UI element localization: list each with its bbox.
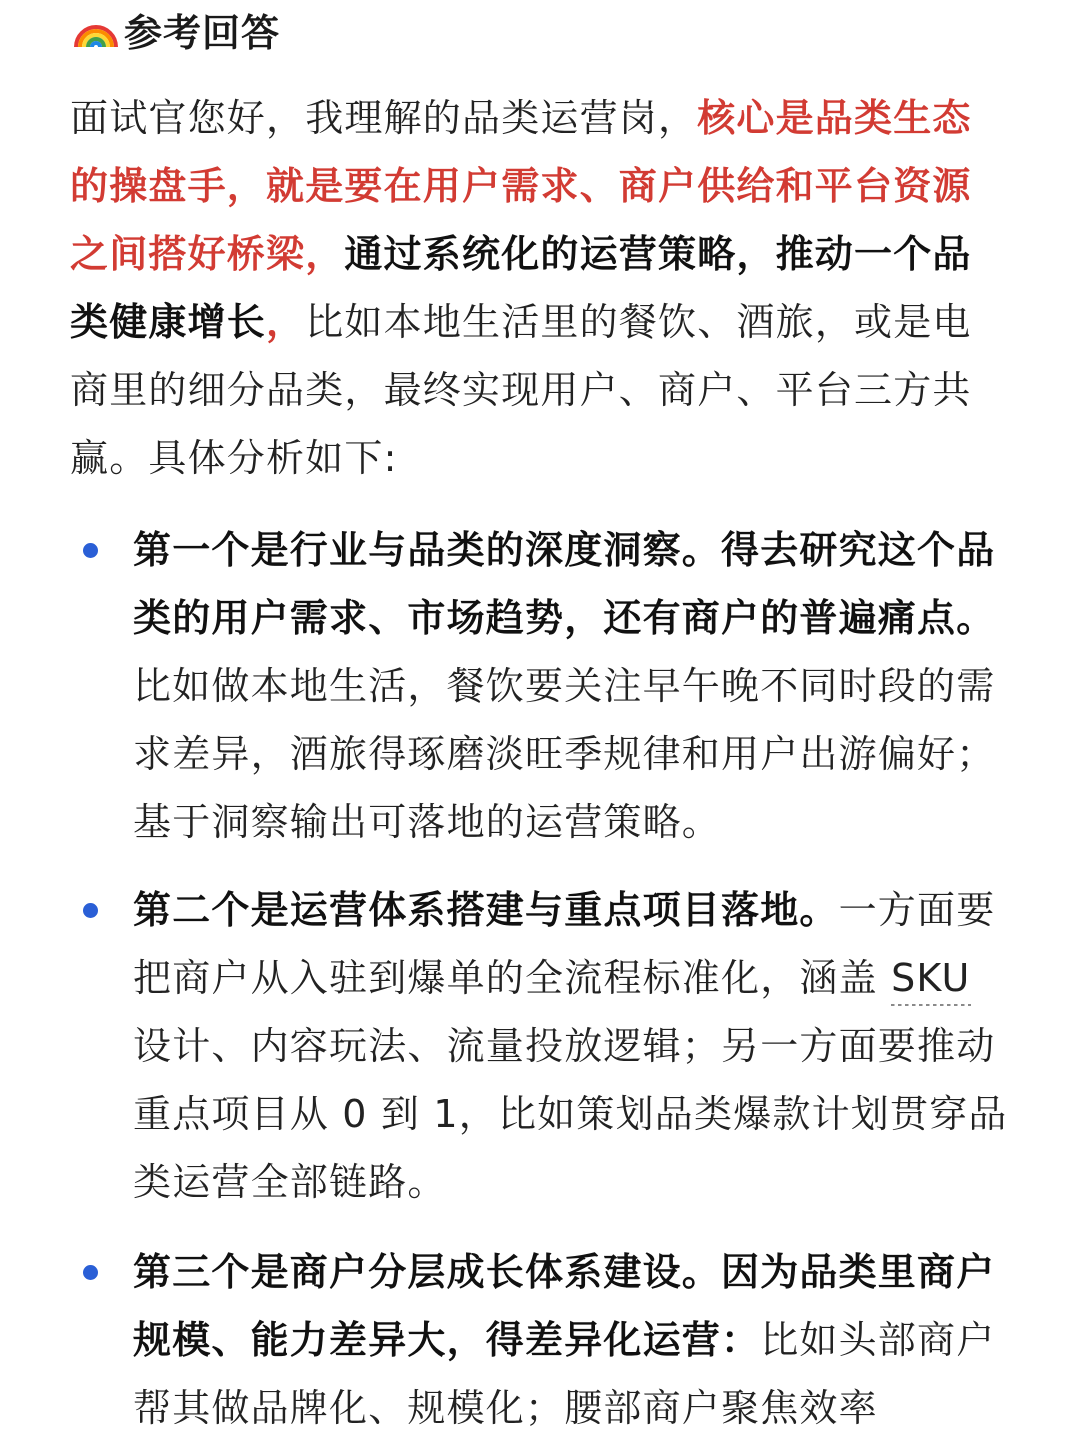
bullet-dot-icon [83, 1265, 98, 1280]
bullet-heading: 第三个是商户分层成长体系建设。因为品类里商户规模、能力差异大，得差异化运营： [133, 1250, 996, 1362]
section-heading [72, 4, 280, 54]
intro-comma: ， [266, 300, 306, 344]
bullet-text-continued: 设计、内容玩法、流量投放逻辑；另一方面要推动重点项目从 0 到 1，比如策划品类爆款计划贯穿品类运营全部链路。 [133, 1024, 1008, 1204]
term-link-sku[interactable]: SKU [891, 956, 970, 1006]
bullet-dot-icon [83, 543, 98, 558]
intro-highlight-red: 核心是品类生态的操盘手，就是要在用户需求、商户供给和平台资源之间搭好桥梁， [70, 96, 972, 276]
intro-highlight-bold: 通过系统化的运营策略，推动一个品类健康增长 [70, 232, 972, 344]
bullet-dot-icon [83, 903, 98, 918]
bullet-text: 比如做本地生活，餐饮要关注早午晚不同时段的需求差异，酒旅得琢磨淡旺季规律和用户出游偏好；基于洞察输出可落地的运营策略。 [133, 664, 996, 844]
heading-title: 参考回答 [124, 10, 281, 55]
bullet-text: 比如头部商户帮其做品牌化、规模化；腰部商户聚焦效率 [133, 1318, 996, 1430]
bullet-heading: 第一个是行业与品类的深度洞察。得去研究这个品类的用户需求、市场趋势，还有商户的普遍痛点。 [133, 528, 996, 640]
intro-paragraph [70, 84, 1010, 492]
bullet-heading: 第二个是运营体系搭建与重点项目落地。 [133, 888, 839, 932]
list-item [133, 876, 1013, 1216]
intro-text-continued: 比如本地生活里的餐饮、酒旅，或是电商里的细分品类，最终实现用户、商户、平台三方共赢。具体分析如下: [70, 300, 972, 480]
list-item [133, 516, 1013, 856]
intro-text: 面试官您好，我理解的品类运营岗， [70, 96, 698, 140]
bullet-text: 一方面要把商户从入驻到爆单的全流程标准化，涵盖 [133, 888, 996, 1000]
rainbow-icon [72, 9, 120, 49]
list-item [133, 1238, 1013, 1440]
